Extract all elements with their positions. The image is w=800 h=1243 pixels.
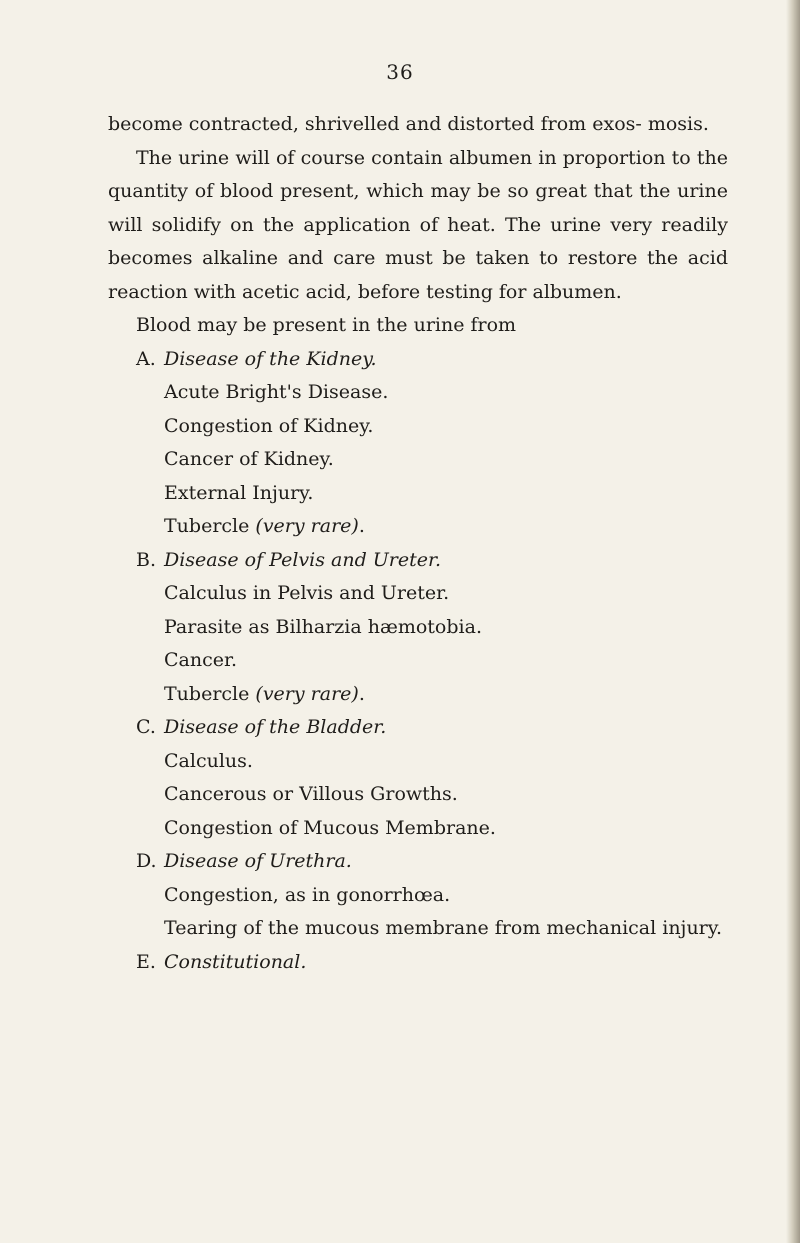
- page-body: [108, 108, 728, 979]
- paragraph-exosmosis: become contracted, shrivelled and distorted from exos- mosis.: [108, 113, 709, 135]
- section-letter: B.: [136, 548, 157, 571]
- list-item: Congestion of Kidney.: [164, 414, 374, 437]
- section-constitutional: [108, 946, 728, 980]
- section-bladder: [108, 711, 728, 845]
- list-item: Cancer of Kidney.: [164, 448, 334, 470]
- section-heading: [108, 343, 728, 377]
- paragraph-albumen: The urine will of course contain albumen in proportion to the quantity of blood present, which may be so great that the urine will solidify on the application of heat. The urine very readily becomes alkaline and care must be taken to restore the acid reaction with acetic acid, before testing for albumen.: [108, 146, 728, 303]
- section-kidney: [108, 343, 728, 544]
- item-end: .: [358, 682, 365, 705]
- list-item: Parasite as Bilharzia hæmotobia.: [164, 615, 482, 638]
- list-item: External Injury.: [164, 481, 314, 504]
- list-item: Congestion, as in gonorrhœa.: [164, 883, 451, 906]
- item-note: (very rare): [255, 515, 359, 537]
- section-letter: D.: [136, 850, 157, 872]
- paragraph-blood-sources: Blood may be present in the urine from: [136, 314, 517, 336]
- list-item: Cancerous or Villous Growths.: [164, 783, 458, 805]
- item-text: Tubercle: [164, 682, 256, 705]
- section-letter: E.: [136, 950, 156, 973]
- item-text: Tubercle: [164, 515, 256, 537]
- page-number: 36: [386, 60, 414, 84]
- section-title: Disease of Urethra.: [164, 850, 352, 872]
- section-letter: A.: [136, 347, 156, 370]
- section-title: Disease of the Bladder.: [164, 716, 387, 738]
- section-urethra: [108, 845, 728, 946]
- section-heading: [108, 946, 728, 980]
- list-item: Calculus.: [164, 749, 253, 772]
- section-heading: [108, 711, 728, 745]
- list-item: Acute Bright's Disease.: [164, 381, 389, 403]
- section-heading: [108, 845, 728, 879]
- item-note: (very rare): [255, 682, 359, 705]
- section-letter: C.: [136, 716, 156, 738]
- item-end: .: [358, 515, 365, 537]
- list-item: Tearing of the mucous membrane from mechanical injury.: [164, 917, 723, 939]
- list-item: [108, 510, 728, 544]
- list-item: Cancer.: [164, 649, 238, 671]
- section-pelvis-ureter: [108, 544, 728, 712]
- list-item: Congestion of Mucous Membrane.: [164, 816, 496, 839]
- list-item: [108, 678, 728, 712]
- section-title: Constitutional.: [164, 950, 307, 973]
- section-title: Disease of Pelvis and Ureter.: [164, 548, 442, 571]
- page-edge-shadow: [786, 0, 800, 1243]
- list-item: Calculus in Pelvis and Ureter.: [164, 582, 450, 604]
- section-heading: [108, 544, 728, 578]
- section-title: Disease of the Kidney.: [164, 347, 377, 370]
